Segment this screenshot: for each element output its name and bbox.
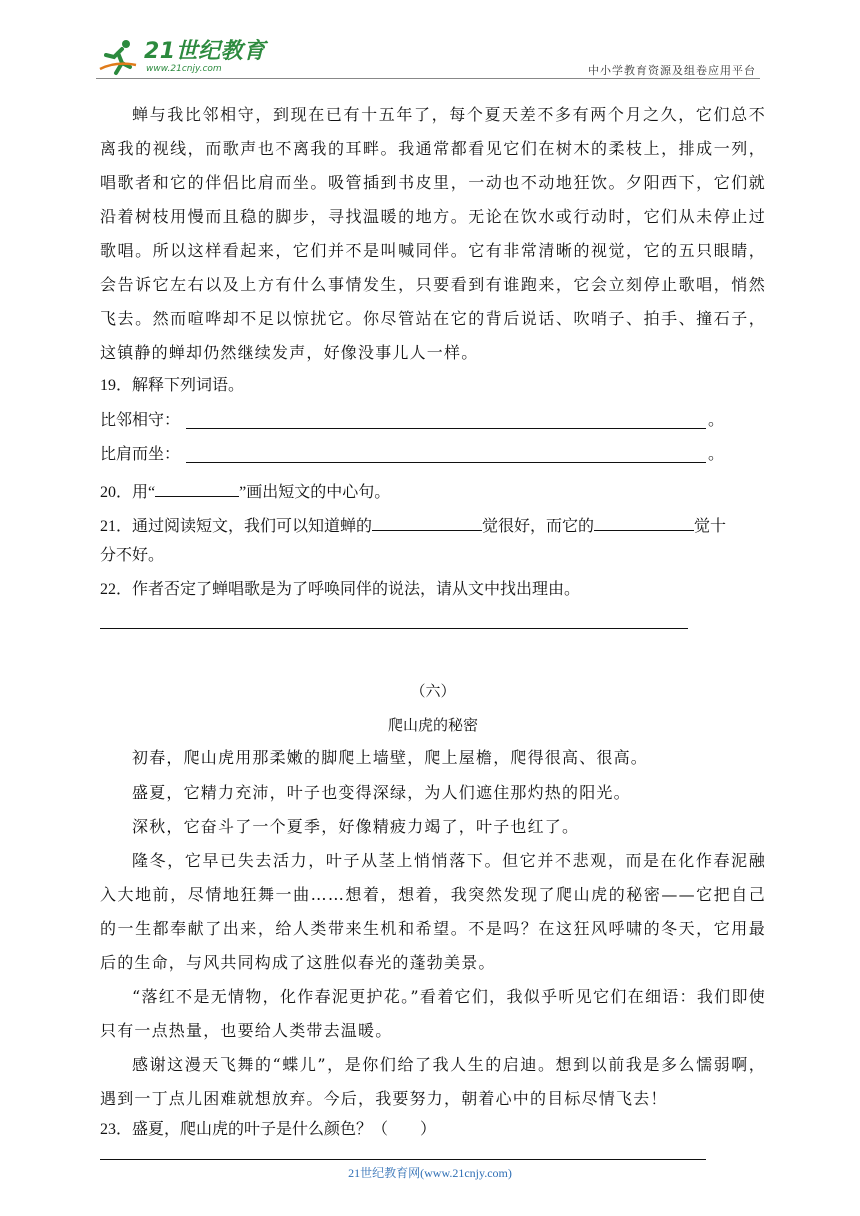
question-21-suffix: 觉十	[694, 518, 727, 535]
section-number: （六）	[410, 682, 456, 700]
passage6-paragraph-5: “落红不是无情物，化作春泥更护花。”看着它们，我似乎听见它们在细语：我们即使只有一点热量，也要给人类带去温暖。	[100, 987, 766, 1040]
logo	[96, 34, 266, 80]
footer-link[interactable]: 21世纪教育网(www.21cnjy.com)	[348, 1166, 512, 1180]
answer-line-19b[interactable]	[186, 462, 706, 463]
runner-logo-icon	[96, 35, 140, 79]
question-21-middle: 觉很好，而它的	[482, 518, 595, 535]
question-19: 19．解释下列词语。	[100, 377, 245, 394]
question-21	[100, 512, 726, 539]
question-21-prefix: 21．通过阅读短文，我们可以知道蝉的	[100, 518, 373, 535]
question-20	[100, 478, 390, 505]
blank-20[interactable]	[155, 478, 239, 497]
passage6-paragraph-4: 隆冬，它早已失去活力，叶子从茎上悄悄落下。但它并不悲观，而是在化作春泥融入大地前，尽情地狂舞一曲……想着，想着，我突然发现了爬山虎的秘密——它把自己的一生都奉献了出来，给人类带来生机和希望。不是吗？在这狂风呼啸的冬天，它用最后的生命，与风共同构成了这胜似春光的蓬勃美景。	[100, 851, 766, 972]
page-header	[96, 34, 760, 82]
passage6-paragraph-2: 盛夏，它精力充沛，叶子也变得深绿，为人们遮住那灼热的阳光。	[132, 783, 631, 802]
passage-paragraph: 蝉与我比邻相守，到现在已有十五年了，每个夏天差不多有两个月之久，它们总不离我的视线，而歌声也不离我的耳畔。我通常都看见它们在树木的柔枝上，排成一列，唱歌者和它的伴侣比肩而坐。吸管插到书皮里，一动也不动地狂饮。夕阳西下，它们就沿着树枝用慢而且稳的脚步，寻找温暖的地方。无论在饮水或行动时，它们从未停止过歌唱。所以这样看起来，它们并不是叫喊同伴。它有非常清晰的视觉，它的五只眼睛，会告诉它左右以及上方有什么事情发生，只要看到有谁跑来，它会立刻停止歌唱，悄然飞去。然而喧哗却不足以惊扰它。你尽管站在它的背后说话、吹哨子、拍手、撞石子，这镇静的蝉却仍然继续发声，好像没事儿人一样。	[100, 105, 766, 362]
question-22: 22．作者否定了蝉唱歌是为了呼唤同伴的说法，请从文中找出理由。	[100, 581, 581, 598]
question-19a-label: 比邻相守：	[100, 412, 181, 429]
blank-21b[interactable]	[594, 512, 694, 531]
question-23: 23．盛夏，爬山虎的叶子是什么颜色？（ ）	[100, 1121, 437, 1138]
answer-line-22[interactable]	[100, 628, 688, 629]
blank-21a[interactable]	[372, 512, 482, 531]
header-divider	[96, 78, 760, 79]
logo-url: www.21cnjy.com	[146, 63, 222, 74]
logo-brand: 21世纪教育	[144, 38, 266, 64]
answer-line-19a[interactable]	[186, 428, 706, 429]
question-19b	[100, 443, 180, 467]
passage-title: 爬山虎的秘密	[387, 716, 478, 734]
question-21-continued: 分不好。	[100, 547, 165, 564]
question-20-prefix: 20．用“	[100, 484, 156, 501]
passage6-paragraph-6: 感谢这漫天飞舞的“蝶儿”，是你们给了我人生的启迪。想到以前我是多么懦弱啊，遇到一丁点儿困难就想放弃。今后，我要努力，朝着心中的目标尽情飞去！	[100, 1055, 766, 1108]
footer-divider	[100, 1159, 706, 1160]
period-19a: 。	[708, 412, 725, 429]
passage6-paragraph-1: 初春，爬山虎用那柔嫩的脚爬上墙壁，爬上屋檐，爬得很高、很高。	[132, 748, 649, 767]
question-19b-label: 比肩而坐：	[100, 446, 181, 463]
period-19b: 。	[708, 446, 725, 463]
platform-name: 中小学教育资源及组卷应用平台	[588, 64, 756, 77]
passage6-paragraph-3: 深秋，它奋斗了一个夏季，好像精疲力竭了，叶子也红了。	[132, 817, 580, 836]
question-20-suffix: ”画出短文的中心句。	[239, 484, 391, 501]
question-19a	[100, 409, 180, 433]
